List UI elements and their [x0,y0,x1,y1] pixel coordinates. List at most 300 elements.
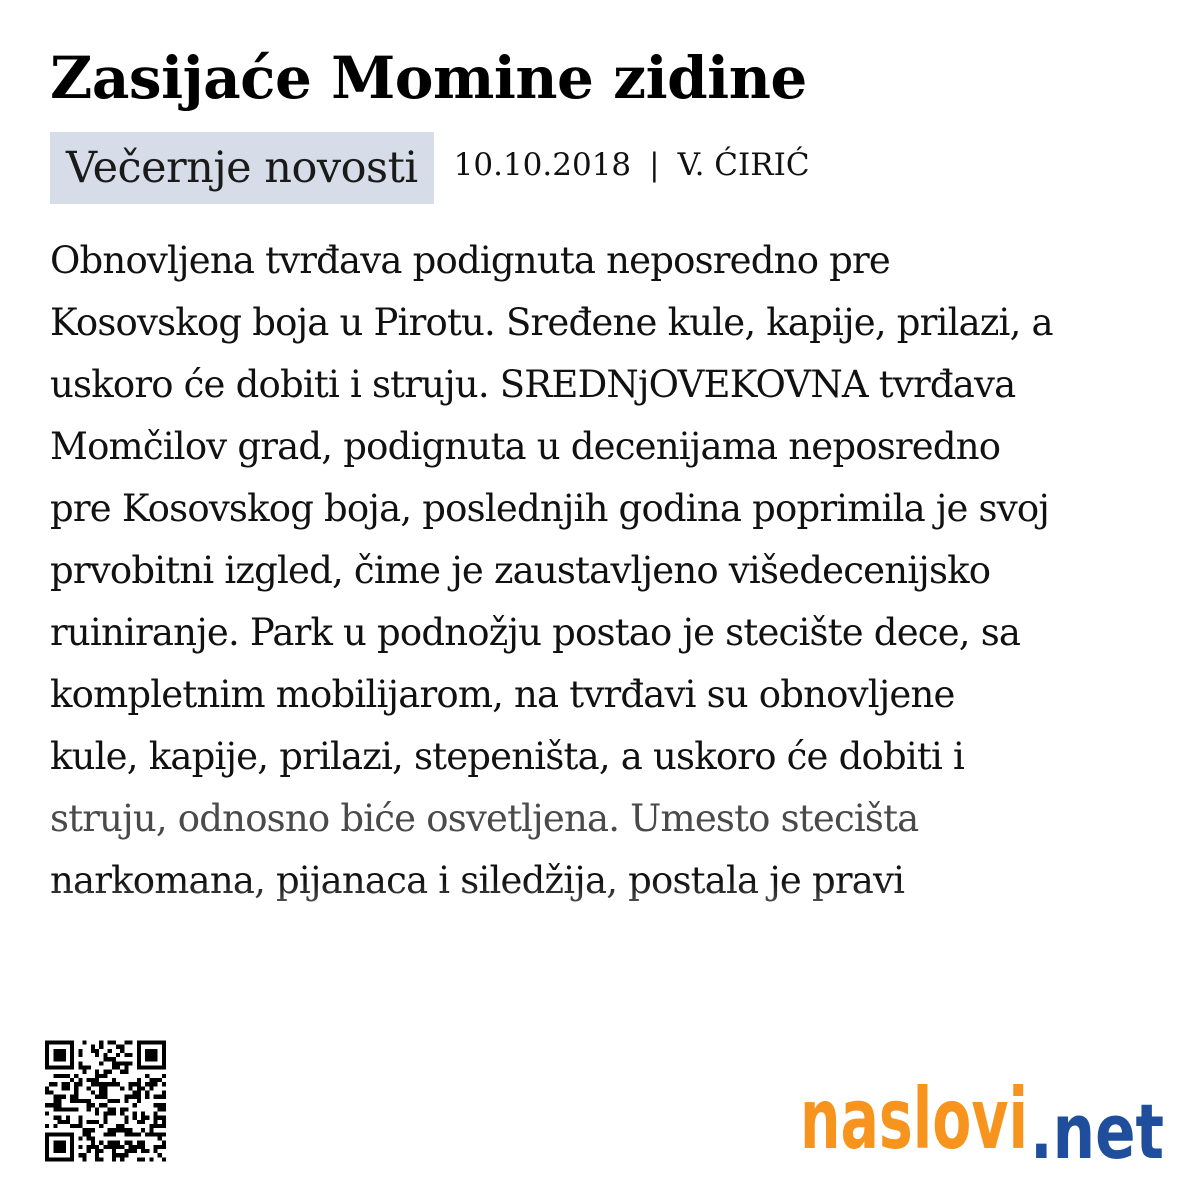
qr-module [149,1053,153,1057]
qr-module [78,1116,82,1120]
qr-module [58,1049,62,1053]
qr-module [99,1061,103,1065]
qr-module [112,1128,116,1132]
qr-module [149,1049,153,1053]
qr-module [162,1132,166,1136]
qr-module [153,1124,157,1128]
article-title: Zasijaće Momine zidine [50,44,807,112]
qr-module [78,1078,82,1082]
qr-module [128,1141,132,1145]
qr-module [66,1116,70,1120]
qr-module [124,1095,128,1099]
qr-module [83,1157,87,1161]
qr-module [112,1141,116,1145]
qr-module [153,1095,157,1099]
qr-module [124,1149,128,1153]
qr-module [70,1066,74,1070]
qr-module [145,1095,149,1099]
qr-module [137,1045,141,1049]
qr-module [83,1041,87,1045]
qr-module [108,1070,112,1074]
qr-module [116,1045,120,1049]
qr-module [99,1074,103,1078]
qr-module [128,1128,132,1132]
qr-module [120,1107,124,1111]
qr-module [45,1049,49,1053]
body-line: ruiniranje. Park u podnožju postao je stecište dece, sa [50,611,1021,654]
qr-module [149,1078,153,1082]
qr-module [49,1132,53,1136]
qr-module [158,1124,162,1128]
qr-module [108,1145,112,1149]
qr-module [112,1041,116,1045]
qr-module [62,1053,66,1057]
qr-module [70,1149,74,1153]
qr-module [62,1082,66,1086]
qr-module [141,1111,145,1115]
qr-module [95,1157,99,1161]
qr-module [70,1049,74,1053]
qr-module [58,1157,62,1161]
qr-module [116,1153,120,1157]
qr-module [158,1145,162,1149]
qr-module [74,1107,78,1111]
qr-module [103,1116,107,1120]
qr-module [99,1103,103,1107]
qr-module [124,1041,128,1045]
qr-module [87,1078,91,1082]
qr-module [128,1086,132,1090]
qr-module [53,1074,57,1078]
qr-module [120,1153,124,1157]
qr-module [153,1111,157,1115]
qr-module [103,1091,107,1095]
qr-module [95,1149,99,1153]
qr-module [95,1074,99,1078]
qr-module [162,1061,166,1065]
qr-module [133,1111,137,1115]
byline-separator: | [649,147,660,183]
qr-module [53,1099,57,1103]
qr-module [103,1057,107,1061]
qr-module [95,1078,99,1082]
qr-module [62,1074,66,1078]
qr-module [158,1103,162,1107]
qr-module [99,1095,103,1099]
qr-module [58,1149,62,1153]
qr-module [99,1082,103,1086]
qr-module [66,1066,70,1070]
qr-module [91,1045,95,1049]
qr-module [116,1145,120,1149]
qr-module [133,1095,137,1099]
qr-module [120,1111,124,1115]
qr-module [45,1149,49,1153]
qr-module [78,1066,82,1070]
qr-module [158,1041,162,1045]
qr-module [53,1145,57,1149]
qr-module [120,1061,124,1065]
qr-module [124,1070,128,1074]
source-badge[interactable]: Večernje novosti [50,132,434,204]
qr-module [62,1149,66,1153]
qr-module [66,1157,70,1161]
qr-module [62,1141,66,1145]
qr-module [58,1116,62,1120]
qr-module [70,1045,74,1049]
qr-module [103,1074,107,1078]
qr-module [53,1095,57,1099]
qr-module [45,1136,49,1140]
qr-module [53,1103,57,1107]
qr-module [153,1145,157,1149]
qr-module [58,1099,62,1103]
qr-module [120,1086,124,1090]
qr-module [162,1066,166,1070]
qr-module [158,1107,162,1111]
qr-module [112,1153,116,1157]
qr-code-icon[interactable] [45,1037,166,1165]
qr-module [45,1145,49,1149]
qr-module [91,1120,95,1124]
qr-module [58,1074,62,1078]
qr-module [124,1116,128,1120]
publish-date: 10.10.2018 [453,147,632,183]
qr-module [108,1082,112,1086]
qr-module [45,1132,49,1136]
qr-module [83,1128,87,1132]
qr-module [58,1057,62,1061]
qr-module [91,1078,95,1082]
qr-module [91,1082,95,1086]
qr-module [95,1120,99,1124]
qr-module [137,1082,141,1086]
qr-module [83,1070,87,1074]
qr-module [95,1153,99,1157]
qr-module [112,1149,116,1153]
qr-module [124,1128,128,1132]
qr-module [95,1111,99,1115]
qr-module [91,1049,95,1053]
qr-module [137,1157,141,1161]
qr-module [137,1141,141,1145]
qr-module [158,1095,162,1099]
qr-module [99,1157,103,1161]
qr-module [70,1136,74,1140]
qr-module [120,1070,124,1074]
qr-module [120,1045,124,1049]
qr-module [128,1095,132,1099]
qr-module [91,1145,95,1149]
qr-module [53,1149,57,1153]
qr-module [49,1091,53,1095]
qr-module [145,1049,149,1053]
body-line: Momčilov grad, podignuta u decenijama neposredno [50,425,1001,468]
qr-module [145,1091,149,1095]
qr-module [112,1099,116,1103]
qr-module [53,1107,57,1111]
qr-module [108,1111,112,1115]
article-meta [50,132,810,204]
logo-text-net: .net [1030,1087,1164,1172]
qr-module [124,1120,128,1124]
qr-module [62,1049,66,1053]
qr-module [133,1149,137,1153]
qr-module [153,1082,157,1086]
qr-module [49,1082,53,1086]
qr-module [45,1086,49,1090]
qr-module [153,1078,157,1082]
qr-module [162,1107,166,1111]
qr-module [58,1145,62,1149]
qr-module [83,1099,87,1103]
qr-module [62,1132,66,1136]
qr-module [83,1066,87,1070]
qr-module [78,1153,82,1157]
qr-module [53,1124,57,1128]
qr-module [58,1107,62,1111]
qr-module [137,1091,141,1095]
qr-module [149,1066,153,1070]
qr-module [87,1120,91,1124]
qr-module [66,1107,70,1111]
qr-module [74,1124,78,1128]
qr-module [45,1091,49,1095]
qr-module [108,1141,112,1145]
body-line: prvobitni izgled, čime je zaustavljeno višedecenijsko [50,549,991,592]
qr-module [112,1078,116,1082]
qr-module [95,1070,99,1074]
qr-module [162,1049,166,1053]
qr-module [58,1066,62,1070]
qr-module [103,1070,107,1074]
qr-module [58,1120,62,1124]
qr-module [128,1041,132,1045]
qr-module [141,1141,145,1145]
qr-module [145,1149,149,1153]
qr-module [116,1099,120,1103]
qr-module [137,1061,141,1065]
qr-module [145,1057,149,1061]
qr-module [66,1082,70,1086]
qr-module [141,1128,145,1132]
logo-text-naslovi: naslovi [800,1070,1028,1168]
qr-module [128,1145,132,1149]
qr-module [149,1082,153,1086]
qr-module [149,1157,153,1161]
qr-module [124,1141,128,1145]
qr-module [162,1082,166,1086]
qr-module [153,1066,157,1070]
qr-module [66,1132,70,1136]
qr-module [116,1124,120,1128]
qr-module [62,1086,66,1090]
qr-module [137,1049,141,1053]
qr-module [53,1082,57,1086]
qr-module [103,1145,107,1149]
qr-module [120,1145,124,1149]
qr-module [45,1141,49,1145]
qr-module [53,1049,57,1053]
qr-module [62,1057,66,1061]
qr-module [53,1116,57,1120]
qr-module [149,1132,153,1136]
qr-module [145,1082,149,1086]
qr-module [62,1157,66,1161]
qr-module [45,1066,49,1070]
qr-module [108,1107,112,1111]
qr-module [62,1041,66,1045]
qr-module [153,1049,157,1053]
body-line: uskoro će dobiti i struju. SREDNjOVEKOVNA tvrđava [50,363,1016,406]
qr-module [62,1066,66,1070]
qr-module [162,1053,166,1057]
body-line: Kosovskog boja u Pirotu. Sređene kule, kapije, prilazi, a [50,301,1053,344]
qr-module [162,1124,166,1128]
qr-module [45,1153,49,1157]
qr-module [74,1074,78,1078]
qr-module [124,1107,128,1111]
qr-module [141,1041,145,1045]
qr-module [95,1145,99,1149]
qr-module [70,1107,74,1111]
qr-module [149,1041,153,1045]
qr-module [95,1107,99,1111]
qr-module [99,1086,103,1090]
qr-module [112,1145,116,1149]
qr-module [149,1128,153,1132]
qr-module [108,1099,112,1103]
qr-module [124,1132,128,1136]
qr-module [158,1153,162,1157]
qr-module [116,1082,120,1086]
qr-module [162,1120,166,1124]
qr-module [128,1082,132,1086]
qr-module [128,1132,132,1136]
qr-module [162,1074,166,1078]
qr-module [153,1041,157,1045]
qr-module [78,1145,82,1149]
qr-module [53,1057,57,1061]
qr-module [137,1120,141,1124]
qr-module [45,1041,49,1045]
qr-module [112,1132,116,1136]
qr-module [158,1116,162,1120]
qr-module [53,1132,57,1136]
qr-module [103,1053,107,1057]
qr-module [45,1053,49,1057]
qr-module [137,1053,141,1057]
qr-module [66,1074,70,1078]
qr-module [137,1066,141,1070]
qr-module [103,1103,107,1107]
qr-module [137,1041,141,1045]
qr-module [78,1061,82,1065]
qr-module [137,1145,141,1149]
qr-module [116,1141,120,1145]
qr-module [70,1057,74,1061]
qr-module [133,1091,137,1095]
qr-module [128,1053,132,1057]
qr-module [91,1128,95,1132]
qr-module [141,1066,145,1070]
qr-module [153,1103,157,1107]
qr-module [70,1141,74,1145]
qr-module [87,1107,91,1111]
qr-module [162,1045,166,1049]
qr-module [103,1132,107,1136]
qr-module [120,1049,124,1053]
qr-module [145,1053,149,1057]
qr-module [137,1057,141,1061]
qr-module [91,1141,95,1145]
qr-module [78,1082,82,1086]
qr-module [120,1157,124,1161]
qr-module [53,1141,57,1145]
qr-module [45,1157,49,1161]
qr-module [53,1053,57,1057]
qr-module [116,1066,120,1070]
qr-module [70,1145,74,1149]
qr-module [83,1153,87,1157]
qr-module [74,1095,78,1099]
qr-module [87,1066,91,1070]
qr-module [58,1103,62,1107]
qr-module [162,1091,166,1095]
qr-module [120,1124,124,1128]
qr-module [162,1141,166,1145]
qr-module [58,1132,62,1136]
qr-module [45,1111,49,1115]
body-line: struju, odnosno biće osvetljena. Umesto stecišta [50,797,919,840]
qr-module [103,1120,107,1124]
qr-module [83,1132,87,1136]
qr-module [70,1061,74,1065]
qr-module [112,1107,116,1111]
qr-module [141,1086,145,1090]
qr-module [103,1095,107,1099]
qr-module [116,1061,120,1065]
qr-module [108,1041,112,1045]
qr-module [162,1057,166,1061]
qr-module [49,1066,53,1070]
qr-module [78,1099,82,1103]
qr-module [153,1116,157,1120]
qr-module [99,1141,103,1145]
qr-module [158,1066,162,1070]
qr-module [112,1157,116,1161]
qr-module [53,1041,57,1045]
qr-module [45,1057,49,1061]
qr-module [58,1095,62,1099]
body-line: kule, kapije, prilazi, stepeništa, a uskoro će dobiti i [50,735,964,778]
qr-module [78,1124,82,1128]
qr-module [112,1061,116,1065]
naslovi-net-logo[interactable] [800,1062,1166,1172]
qr-module [62,1120,66,1124]
qr-module [141,1116,145,1120]
qr-module [145,1132,149,1136]
qr-module [53,1066,57,1070]
qr-module [145,1066,149,1070]
qr-module [128,1149,132,1153]
qr-module [108,1128,112,1132]
qr-module [70,1157,74,1161]
qr-module [99,1149,103,1153]
qr-module [124,1053,128,1057]
qr-module [45,1103,49,1107]
qr-module [116,1053,120,1057]
